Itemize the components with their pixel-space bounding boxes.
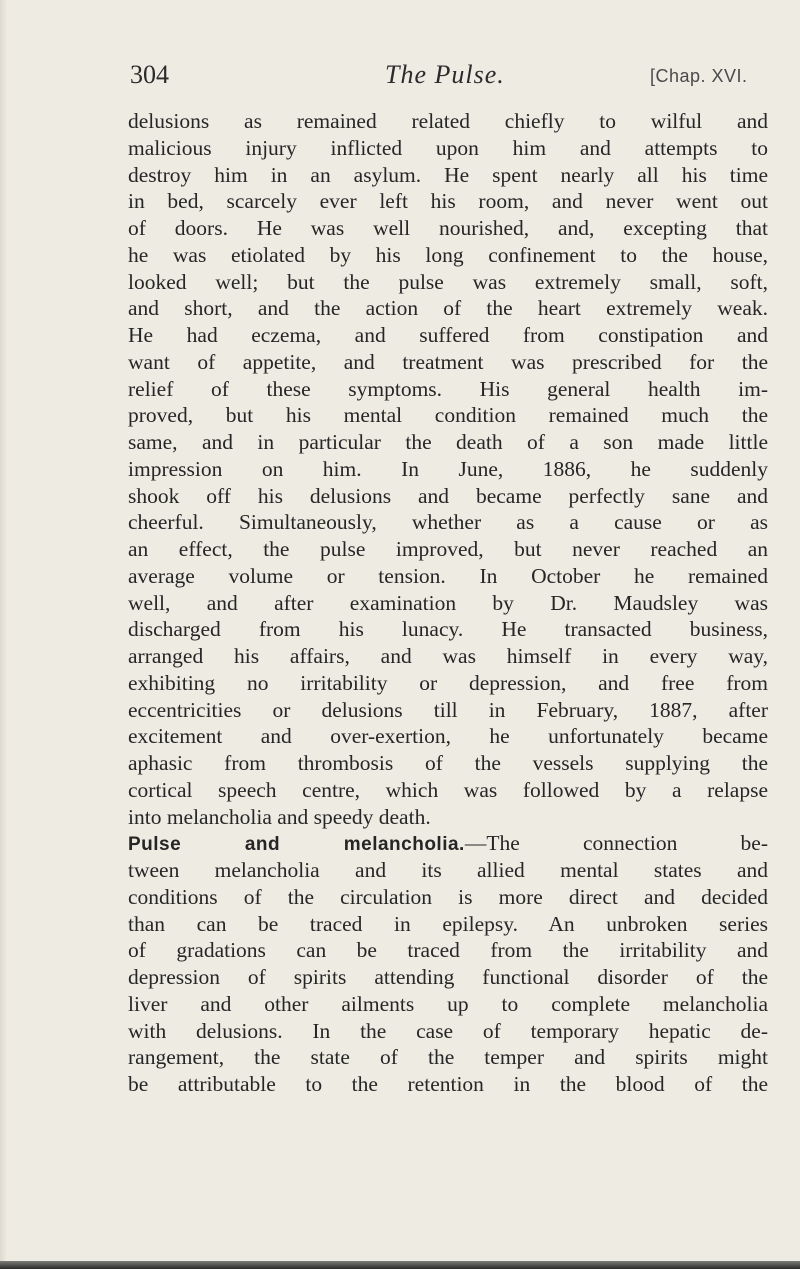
text-line: cheerful. Simultaneously, whether as a cause or as [128,510,768,535]
text-line: into melancholia and speedy death. [128,804,431,829]
text-line: same, and in particular the death of a son made little [128,430,768,454]
text-line: cortical speech centre, which was followed by a relapse [128,777,768,802]
text-line: be attributable to the retention in the blood of the [128,1072,768,1096]
text-line: looked well; but the pulse was extremely small, soft, [128,269,768,294]
page-number: 304 [130,60,169,89]
text-line: in bed, scarcely ever left his room, and never went out [128,189,768,214]
section-heading: Pulse and melancholia. [128,834,465,856]
text-line: than can be traced in epilepsy. An unbroken series [128,911,768,936]
text-line: want of appetite, and treatment was prescribed for the [128,349,768,374]
text-line: liver and other ailments up to complete melancholia [128,991,768,1016]
text-line: eccentricities or delusions till in February, 1887, after [128,697,768,722]
text-line: delusions as remained related chiefly to wilful and [128,109,768,133]
text-line: and short, and the action of the heart extremely weak. [128,296,768,321]
text-line: proved, but his mental condition remained much the [128,403,768,428]
body-text [128,108,768,1098]
text-line: exhibiting no irritability or depression, and free from [128,670,768,695]
text-line: He had eczema, and suffered from constipation and [128,323,768,347]
section-first-line-text: —The connection be- [464,831,769,856]
chapter-reference: [Chap. XVI. [650,66,748,86]
text-line: arranged his affairs, and was himself in every way, [128,644,768,668]
text-line: destroy him in an asylum. He spent nearly all his time [128,162,768,187]
text-line: of gradations can be traced from the irritability and [128,938,768,963]
page-gutter-shadow [0,0,7,1269]
text-line: excitement and over-exertion, he unfortunately became [128,724,768,749]
text-line: depression of spirits attending functional disorder of the [128,965,768,989]
running-title: The Pulse. [385,60,505,89]
text-line: tween melancholia and its allied mental states and [128,858,768,882]
text-line: with delusions. In the case of temporary hepatic de- [128,1018,768,1043]
text-line: relief of these symptoms. His general health im- [128,376,768,401]
text-line: shook off his delusions and became perfectly sane and [128,483,768,508]
scan-bottom-edge [0,1261,800,1269]
text-line: of doors. He was well nourished, and, excepting that [128,216,768,240]
text-line: well, and after examination by Dr. Maudsley was [128,590,768,615]
section-first-line [128,830,768,857]
text-line: conditions of the circulation is more direct and decided [128,884,768,909]
text-line: average volume or tension. In October he remained [128,563,768,588]
text-line: rangement, the state of the temper and spirits might [128,1045,768,1070]
text-line: he was etiolated by his long confinement to the house, [128,242,768,267]
text-line: discharged from his lunacy. He transacted business, [128,617,768,642]
text-line: an effect, the pulse improved, but never reached an [128,537,768,561]
text-line: malicious injury inflicted upon him and attempts to [128,135,768,160]
text-line: aphasic from thrombosis of the vessels supplying the [128,751,768,775]
text-line: impression on him. In June, 1886, he suddenly [128,456,768,481]
running-head [130,60,770,94]
